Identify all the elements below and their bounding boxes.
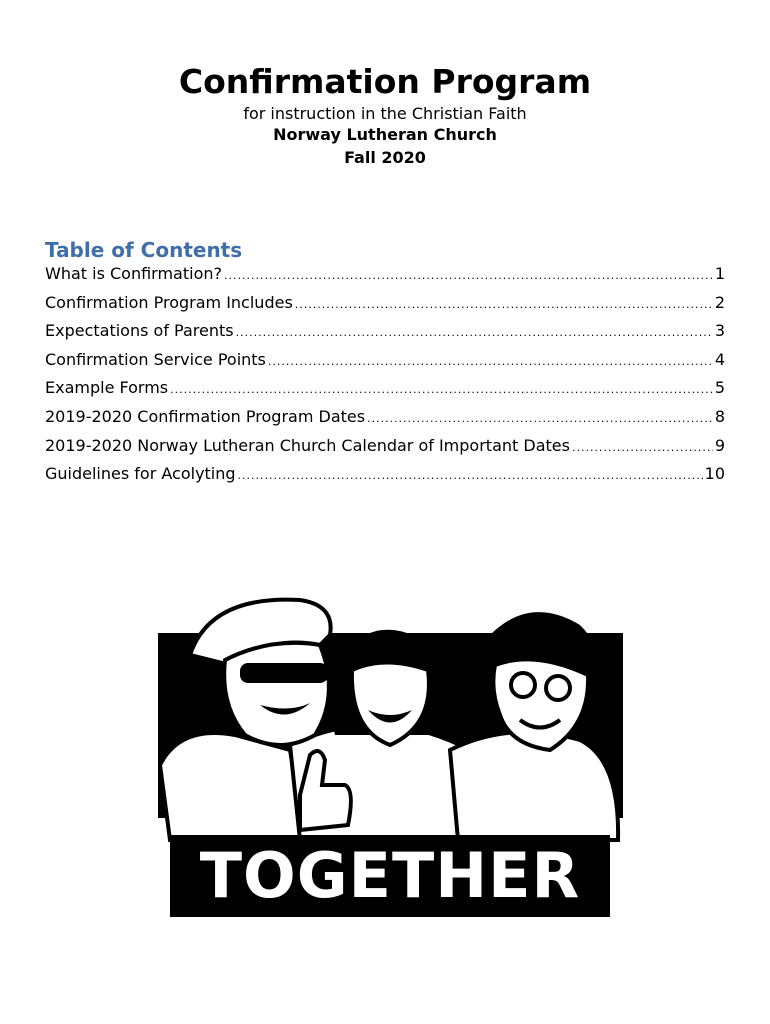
toc-entry-page: 4 <box>714 349 725 369</box>
toc-entry-page: 9 <box>714 435 725 455</box>
together-illustration <box>140 585 630 920</box>
sunglasses-icon <box>240 663 328 683</box>
toc-entry-page: 1 <box>714 264 725 283</box>
left-person-head <box>224 643 329 745</box>
term-label: Fall 2020 <box>344 148 426 167</box>
toc-entry-page: 3 <box>714 321 725 341</box>
banner-text: TOGETHER <box>199 839 581 912</box>
toc-leader-dots <box>295 298 713 311</box>
toc-entry[interactable] <box>45 293 725 322</box>
table-of-contents <box>45 264 725 493</box>
toc-entry[interactable] <box>45 436 725 465</box>
toc-entry[interactable] <box>45 350 725 379</box>
toc-entry-page: 2 <box>714 292 725 312</box>
toc-heading: Table of Contents <box>45 238 243 262</box>
toc-entry-label: What is Confirmation? <box>45 264 222 283</box>
toc-entry-page: 10 <box>704 464 725 484</box>
toc-entry-label: Guidelines for Acolyting <box>45 464 236 484</box>
toc-leader-dots <box>268 355 713 368</box>
toc-entry-label: Expectations of Parents <box>45 321 234 341</box>
document-title: Confirmation Program <box>178 62 592 101</box>
toc-entry[interactable] <box>45 464 725 493</box>
toc-leader-dots <box>224 269 713 282</box>
toc-entry-label: Example Forms <box>45 378 169 398</box>
toc-leader-dots <box>170 383 713 396</box>
toc-leader-dots <box>572 441 713 454</box>
toc-leader-dots <box>236 326 713 339</box>
toc-entry[interactable] <box>45 264 725 293</box>
toc-entry-page: 5 <box>714 378 725 398</box>
document-subtitle: for instruction in the Christian Faith <box>243 104 527 123</box>
toc-leader-dots <box>367 412 713 425</box>
toc-entry-label: 2019-2020 Norway Lutheran Church Calendar of Important Dates <box>45 435 570 455</box>
left-person-body <box>160 733 305 840</box>
toc-entry-label: Confirmation Service Points <box>45 349 266 369</box>
toc-entry[interactable] <box>45 407 725 436</box>
toc-entry-label: Confirmation Program Includes <box>45 292 293 312</box>
toc-entry[interactable] <box>45 321 725 350</box>
toc-entry[interactable] <box>45 378 725 407</box>
church-name: Norway Lutheran Church <box>273 125 497 144</box>
toc-entry-page: 8 <box>714 406 725 426</box>
toc-entry-label: 2019-2020 Confirmation Program Dates <box>45 406 366 426</box>
toc-leader-dots <box>238 469 703 482</box>
